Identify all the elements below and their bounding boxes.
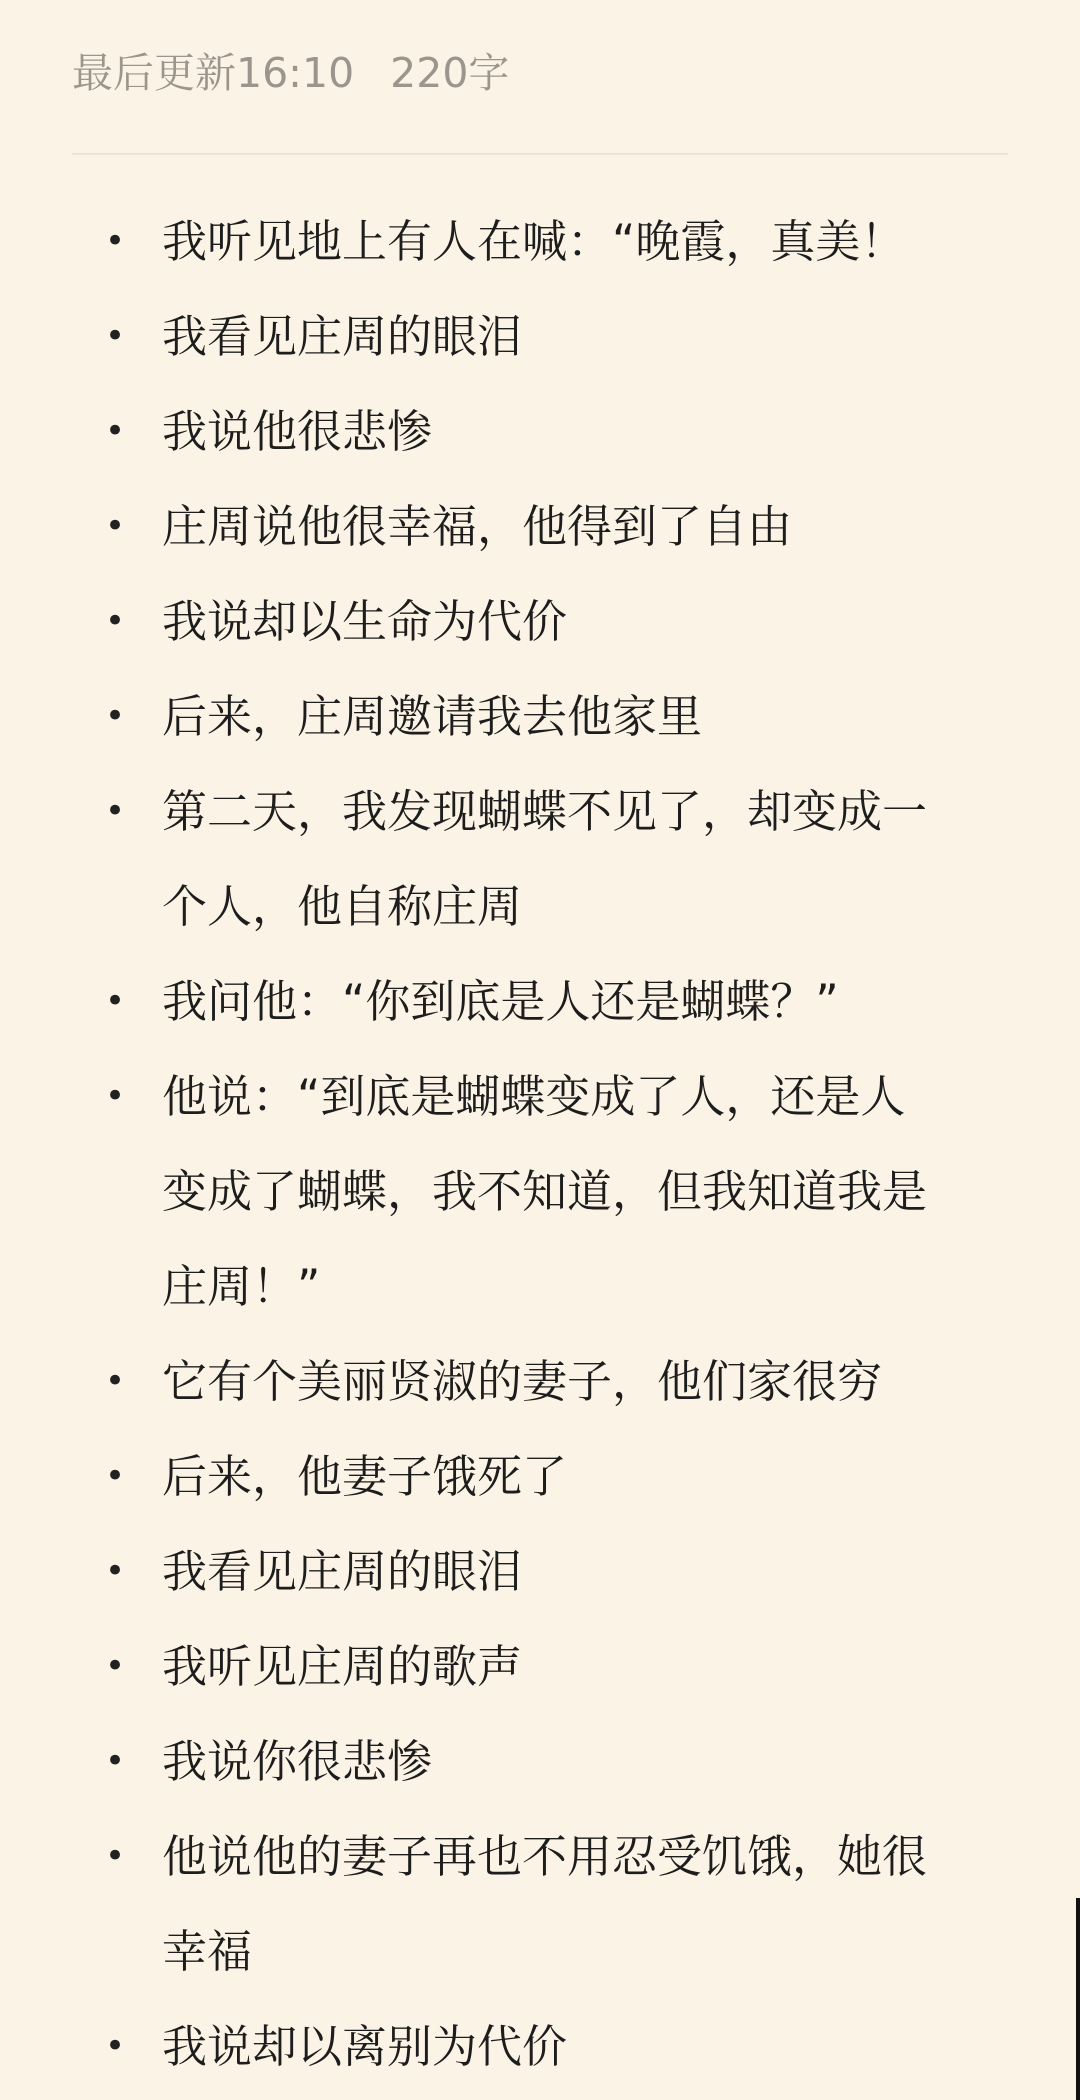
bullet-icon: • <box>105 981 126 1021</box>
bullet-icon: • <box>105 1361 126 1401</box>
list-item-text: 我说却以离别为代价 <box>162 2020 568 2073</box>
bullet-icon: • <box>105 1836 126 1876</box>
list-item-text: 庄周说他很幸福，他得到了自由 <box>162 500 793 553</box>
list-item[interactable] <box>0 1999 1080 2094</box>
list-item[interactable] <box>0 1809 1080 1999</box>
header-divider <box>72 153 1008 155</box>
bullet-icon: • <box>105 2026 126 2066</box>
list-item-text: 我问他：“你到底是人还是蝴蝶？” <box>162 975 839 1028</box>
list-item[interactable] <box>0 1619 1080 1714</box>
list-item-text: 第二天，我发现蝴蝶不见了，却变成一 <box>162 785 928 838</box>
bullet-icon: • <box>105 1741 126 1781</box>
bullet-icon: • <box>105 1456 126 1496</box>
list-item-text: 后来，他妻子饿死了 <box>162 1450 568 1503</box>
list-item[interactable] <box>0 289 1080 384</box>
list-item-text: 他说他的妻子再也不用忍受饥饿，她很 <box>162 1830 928 1883</box>
list-item-text: 庄周！” <box>162 1260 321 1313</box>
list-item-text: 我说却以生命为代价 <box>162 595 568 648</box>
list-item-text: 个人，他自称庄周 <box>162 880 523 933</box>
bullet-icon: • <box>105 1076 126 1116</box>
list-item[interactable] <box>0 764 1080 954</box>
list-item[interactable] <box>0 384 1080 479</box>
bullet-icon: • <box>105 1646 126 1686</box>
list-item[interactable] <box>0 1334 1080 1429</box>
list-item-text: 我说你很悲惨 <box>162 1735 433 1788</box>
bullet-icon: • <box>105 506 126 546</box>
list-item-text: 我看见庄周的眼泪 <box>162 310 523 363</box>
list-item[interactable] <box>0 479 1080 574</box>
list-item-text: 我听见地上有人在喊：“晚霞，真美！ <box>162 215 906 268</box>
list-item[interactable] <box>0 954 1080 1049</box>
list-item-text: 幸福 <box>162 1925 253 1978</box>
list-item[interactable] <box>0 194 1080 289</box>
list-item-text: 我听见庄周的歌声 <box>162 1640 523 1693</box>
note-bullet-list[interactable] <box>0 194 1080 2094</box>
note-meta-bar <box>72 46 509 100</box>
list-item-text: 他说：“到底是蝴蝶变成了人，还是人 <box>162 1070 906 1123</box>
bullet-icon: • <box>105 601 126 641</box>
list-item-text: 变成了蝴蝶，我不知道，但我知道我是 <box>162 1165 928 1218</box>
list-item[interactable] <box>0 1049 1080 1334</box>
scrollbar[interactable] <box>1076 1898 1080 2100</box>
list-item[interactable] <box>0 669 1080 764</box>
list-item[interactable] <box>0 1429 1080 1524</box>
list-item-text: 它有个美丽贤淑的妻子，他们家很穷 <box>162 1355 883 1408</box>
list-item[interactable] <box>0 574 1080 669</box>
list-item-text: 我看见庄周的眼泪 <box>162 1545 523 1598</box>
last-updated-time: 最后更新16:10 <box>72 49 355 97</box>
bullet-icon: • <box>105 411 126 451</box>
list-item-text: 我说他很悲惨 <box>162 405 433 458</box>
list-item[interactable] <box>0 1714 1080 1809</box>
word-count: 220字 <box>390 49 510 97</box>
bullet-icon: • <box>105 696 126 736</box>
bullet-icon: • <box>105 221 126 261</box>
bullet-icon: • <box>105 1551 126 1591</box>
list-item-text: 后来，庄周邀请我去他家里 <box>162 690 703 743</box>
bullet-icon: • <box>105 316 126 356</box>
list-item[interactable] <box>0 1524 1080 1619</box>
bullet-icon: • <box>105 791 126 831</box>
